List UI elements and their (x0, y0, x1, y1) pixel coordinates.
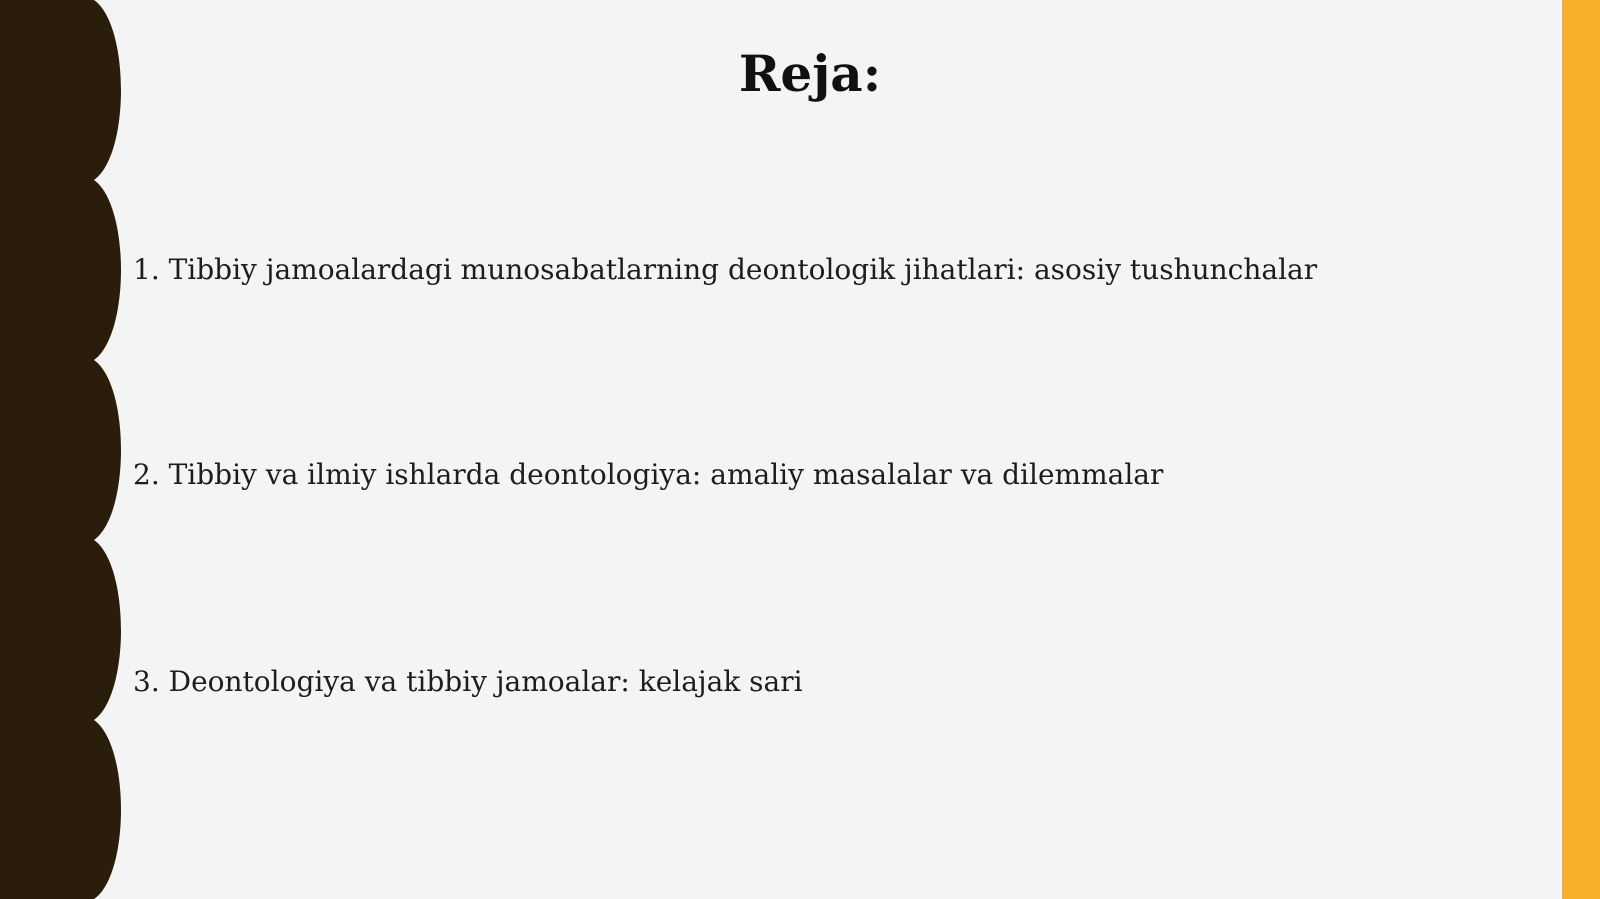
plan-item-3: 3. Deontologiya va tibbiy jamoalar: kelajak sari (133, 665, 803, 698)
slide-title: Reja: (738, 44, 882, 103)
wavy-border-shape (0, 0, 121, 899)
plan-item-1: 1. Tibbiy jamoalardagi munosabatlarning deontologik jihatlari: asosiy tushunchalar (133, 253, 1318, 286)
plan-item-2: 2. Tibbiy va ilmiy ishlarda deontologiya: amaliy masalalar va dilemmalar (133, 458, 1164, 491)
wavy-left-border (0, 0, 130, 899)
right-accent-bar (1562, 0, 1600, 899)
